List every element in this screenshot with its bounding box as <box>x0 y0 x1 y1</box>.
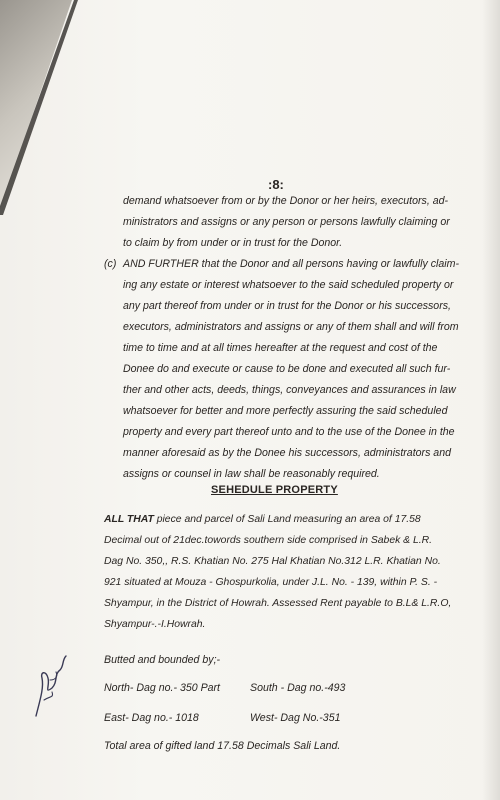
continuation-text <box>123 191 450 254</box>
text-line: Shyampur-.-I.Howrah. <box>104 619 206 630</box>
text-line: ther and other acts, deeds, things, conveyances and assurances in law <box>123 384 456 396</box>
clause-c-text <box>123 254 459 485</box>
text-line: Dag No. 350,, R.S. Khatian No. 275 Hal Khatian No.312 L.R. Khatian No. <box>104 556 441 567</box>
schedule-heading: SEHEDULE PROPERTY <box>211 484 338 496</box>
all-that-lead: ALL THAT <box>104 514 154 525</box>
text-line: time to time and at all times hereafter at the request and cost of the <box>123 342 438 354</box>
boundary-north: North- Dag no.- 350 Part <box>104 682 220 694</box>
page-edge-shadow <box>482 0 500 800</box>
clause-c-label: (c) <box>104 258 117 270</box>
page-number: :8: <box>268 177 284 192</box>
boundary-west: West- Dag No.-351 <box>250 712 341 724</box>
text-line: 921 situated at Mouza - Ghospurkolia, under J.L. No. - 139, within P. S. - <box>104 577 438 588</box>
text-line: assigns or counsel in law shall be reasonably required. <box>123 468 380 480</box>
text-fragment: piece and parcel of Sali Land measuring an area of 17.58 <box>153 514 421 525</box>
text-line: Decimal out of 21dec.towords southern side comprised in Sabek & L.R. <box>104 535 433 546</box>
text-line: whatsoever for better and more perfectly assuring the said scheduled <box>123 405 448 417</box>
total-area: Total area of gifted land 17.58 Decimals Sali Land. <box>104 740 341 752</box>
text-line <box>104 509 451 530</box>
text-line: executors, administrators and assigns or any of them shall and will from <box>123 321 459 333</box>
text-line: any part thereof from under or in trust for the Donor or his successors, <box>123 300 451 312</box>
butted-bounded-label: Butted and bounded by;- <box>104 654 221 666</box>
handwritten-signature <box>30 650 70 720</box>
text-line: Donee do and execute or cause to be done and executed all such fur- <box>123 363 451 375</box>
text-line: Shyampur, in the District of Howrah. Assessed Rent payable to B.L& L.R.O, <box>104 598 452 609</box>
boundary-east: East- Dag no.- 1018 <box>104 712 199 724</box>
text-line: manner aforesaid as by the Donee his successors, administrators and <box>123 447 451 459</box>
text-line: AND FURTHER that the Donor and all persons having or lawfully claim- <box>123 258 459 270</box>
text-line: property and every part thereof unto and to the use of the Donee in the <box>123 426 455 438</box>
text-line: ing any estate or interest whatsoever to the said scheduled property or <box>123 279 454 291</box>
text-line: demand whatsoever from or by the Donor or her heirs, executors, ad- <box>123 195 449 207</box>
text-line: to claim by from under or in trust for the Donor. <box>123 237 343 249</box>
schedule-description <box>104 509 451 635</box>
text-line: ministrators and assigns or any person or persons lawfully claiming or <box>123 216 450 228</box>
boundary-south: South - Dag no.-493 <box>250 682 346 694</box>
